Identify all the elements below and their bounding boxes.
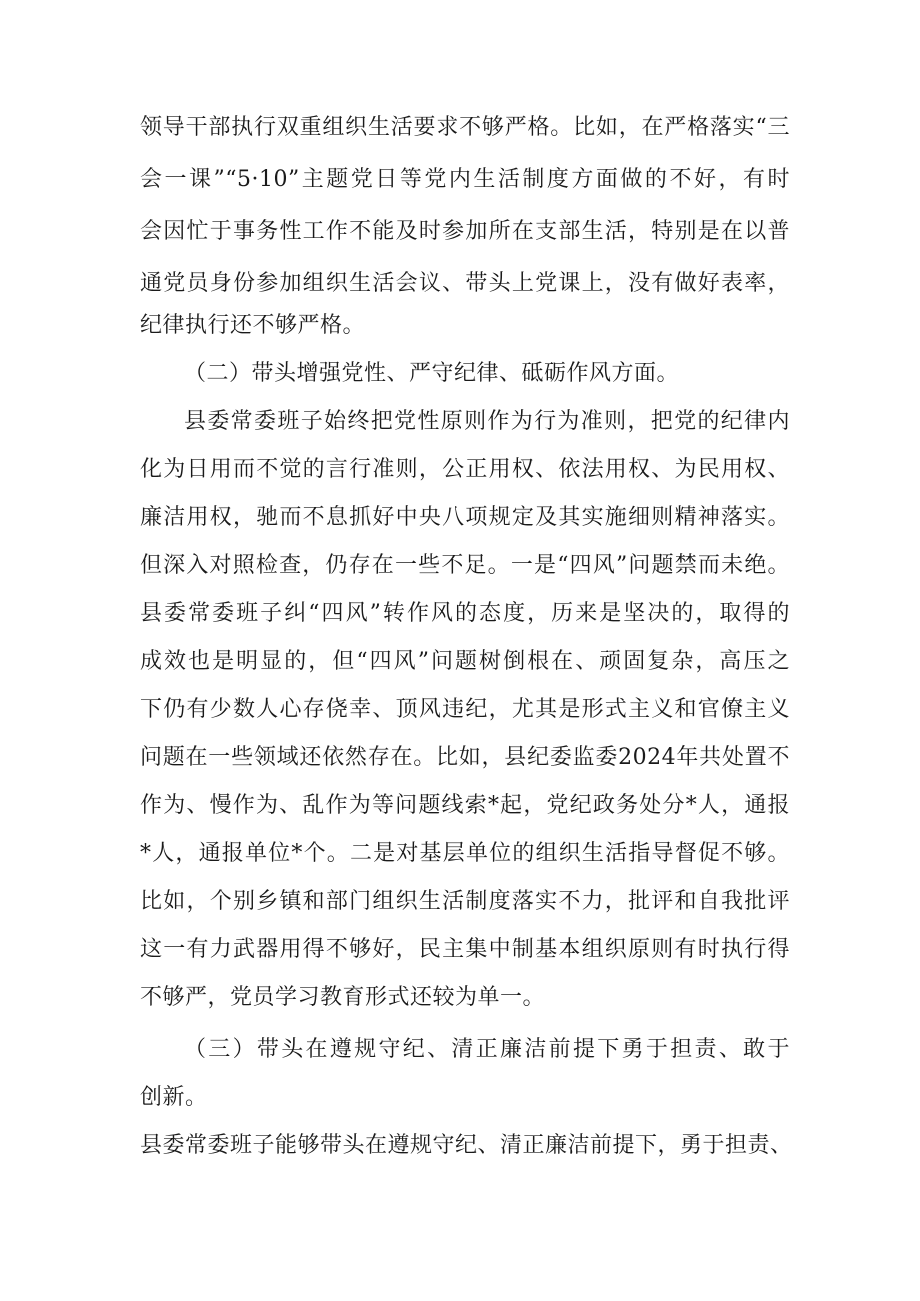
text-line-11: 县委常委班子纠“四风”转作风的态度，历来是坚决的，取得的 bbox=[140, 601, 790, 626]
text-line-21: 创新。 bbox=[140, 1085, 208, 1110]
text-line-2: 会一课”“5·10”主题党日等党内生活制度方面做的不好，有时 bbox=[140, 167, 790, 192]
text-line-4: 通党员身份参加组织生活会议、带头上党课上，没有做好表率， bbox=[140, 271, 790, 296]
text-line-8: 化为日用而不觉的言行准则，公正用权、依法用权、为民用权、 bbox=[140, 457, 790, 482]
text-line-9: 廉洁用权，驰而不息抓好中央八项规定及其实施细则精神落实。 bbox=[140, 505, 790, 530]
text-line-13: 下仍有少数人心存侥幸、顶风违纪，尤其是形式主义和官僚主义 bbox=[140, 697, 790, 722]
text-line-10: 但深入对照检查，仍存在一些不足。一是“四风”问题禁而未绝。 bbox=[140, 553, 790, 578]
text-line-14: 问题在一些领域还依然存在。比如，县纪委监委2024年共处置不 bbox=[140, 745, 790, 770]
section-heading-2: （二）带头增强党性、严守纪律、砥砺作风方面。 bbox=[184, 361, 680, 386]
text-line-19: 不够严，党员学习教育形式还较为单一。 bbox=[140, 985, 546, 1010]
text-line-12: 成效也是明显的，但“四风”问题树倒根在、顽固复杂，高压之 bbox=[140, 649, 790, 674]
text-line-18: 这一有力武器用得不够好，民主集中制基本组织原则有时执行得 bbox=[140, 937, 790, 962]
text-line-15: 作为、慢作为、乱作为等问题线索*起，党纪政务处分*人，通报 bbox=[140, 793, 790, 818]
text-line-16: *人，通报单位*个。二是对基层单位的组织生活指导督促不够。 bbox=[140, 841, 790, 866]
text-line-1: 领导干部执行双重组织生活要求不够严格。比如，在严格落实“三 bbox=[140, 115, 790, 140]
text-line-7: 县委常委班子始终把党性原则作为行为准则，把党的纪律内 bbox=[184, 409, 790, 434]
text-line-5: 纪律执行还不够严格。 bbox=[140, 313, 366, 338]
text-line-3: 会因忙于事务性工作不能及时参加所在支部生活，特别是在以普 bbox=[140, 219, 790, 244]
section-heading-3: （三）带头在遵规守纪、清正廉洁前提下勇于担责、敢于 bbox=[184, 1037, 790, 1062]
text-line-17: 比如，个别乡镇和部门组织生活制度落实不力，批评和自我批评 bbox=[140, 889, 790, 914]
text-line-22: 县委常委班子能够带头在遵规守纪、清正廉洁前提下，勇于担责、 bbox=[140, 1133, 793, 1158]
